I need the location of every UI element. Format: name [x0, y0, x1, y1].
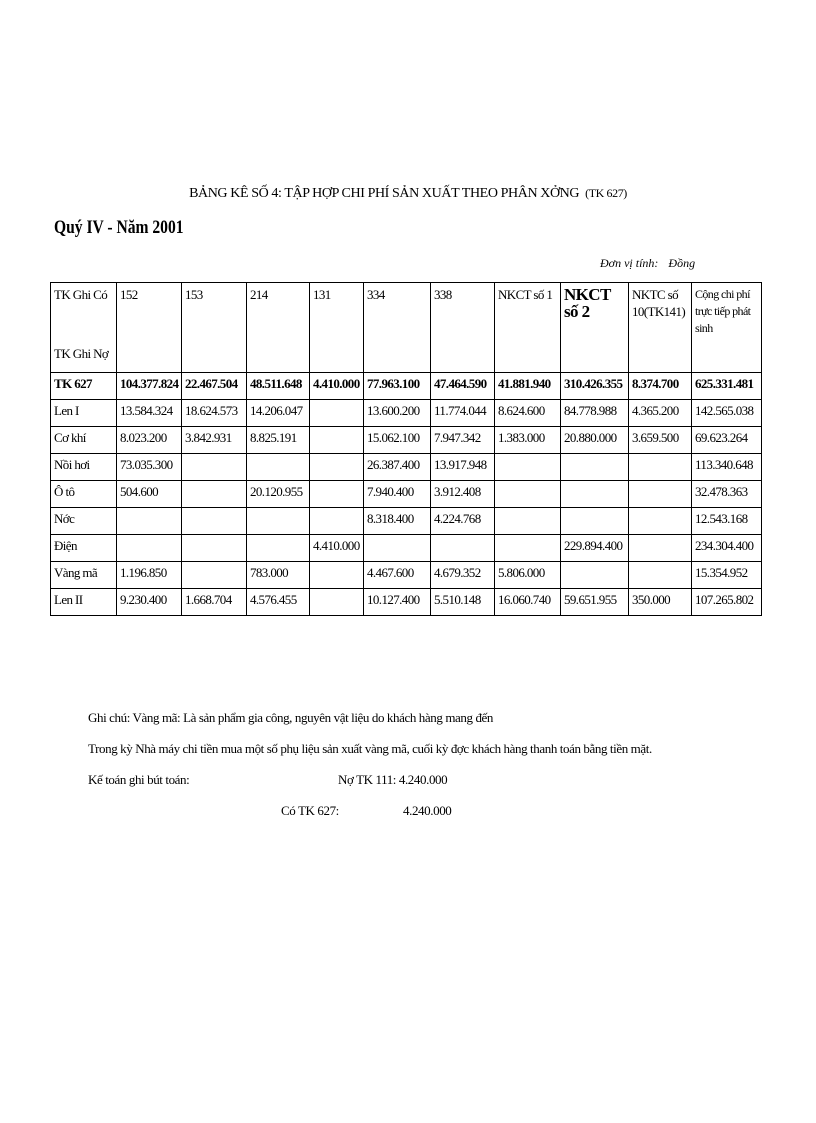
- column-header: NKCT số 1: [495, 283, 561, 373]
- table-cell: 13.600.200: [364, 400, 431, 427]
- table-cell: 1.383.000: [495, 427, 561, 454]
- table-cell: 69.623.264: [692, 427, 762, 454]
- table-cell: 3.842.931: [182, 427, 247, 454]
- table-cell: 20.880.000: [561, 427, 629, 454]
- table-cell: 310.426.355: [561, 373, 629, 400]
- table-row: [51, 589, 762, 616]
- table-cell: [117, 535, 182, 562]
- row-label: Nồi hơi: [51, 454, 117, 481]
- table-cell: 3.912.408: [431, 481, 495, 508]
- table-cell: 16.060.740: [495, 589, 561, 616]
- table-cell: [310, 481, 364, 508]
- table-cell: 7.940.400: [364, 481, 431, 508]
- table-cell: 12.543.168: [692, 508, 762, 535]
- table-cell: [247, 508, 310, 535]
- table-cell: 104.377.824: [117, 373, 182, 400]
- table-cell: [247, 454, 310, 481]
- table-cell: 8.318.400: [364, 508, 431, 535]
- table-row: [51, 400, 762, 427]
- table-cell: [561, 562, 629, 589]
- column-header: Cộng chi phí trực tiếp phát sinh: [692, 283, 762, 373]
- table-cell: 26.387.400: [364, 454, 431, 481]
- table-cell: [182, 508, 247, 535]
- table-cell: 15.062.100: [364, 427, 431, 454]
- table-cell: 13.584.324: [117, 400, 182, 427]
- row-label: Cơ khí: [51, 427, 117, 454]
- table-cell: 234.304.400: [692, 535, 762, 562]
- table-cell: 107.265.802: [692, 589, 762, 616]
- table-cell: 142.565.038: [692, 400, 762, 427]
- column-header: 152: [117, 283, 182, 373]
- column-header: 334: [364, 283, 431, 373]
- table-cell: [364, 535, 431, 562]
- unit-of-measure: [600, 256, 695, 271]
- table-cell: [561, 454, 629, 481]
- table-cell: [629, 535, 692, 562]
- table-row: [51, 373, 762, 400]
- table-cell: [182, 562, 247, 589]
- table-cell: 4.365.200: [629, 400, 692, 427]
- table-cell: 7.947.342: [431, 427, 495, 454]
- row-label: TK 627: [51, 373, 117, 400]
- table-cell: 10.127.400: [364, 589, 431, 616]
- unit-value: Đồng: [668, 256, 696, 270]
- table-cell: 41.881.940: [495, 373, 561, 400]
- table-cell: 8.825.191: [247, 427, 310, 454]
- table-cell: [629, 481, 692, 508]
- row-label: Vàng mã: [51, 562, 117, 589]
- debit-account-label: TK Ghi Nợ: [54, 346, 109, 361]
- table-cell: [431, 535, 495, 562]
- table-cell: [629, 562, 692, 589]
- row-label: Len I: [51, 400, 117, 427]
- table-cell: [310, 589, 364, 616]
- period-heading: Quý IV - Năm 2001: [54, 217, 184, 238]
- table-cell: 32.478.363: [692, 481, 762, 508]
- table-cell: 9.230.400: [117, 589, 182, 616]
- table-cell: [495, 508, 561, 535]
- table-cell: 59.651.955: [561, 589, 629, 616]
- title-text: BẢNG KÊ SỐ 4: TẬP HỢP CHI PHÍ SẢN XUẤT THEO PHÂN XỞNG: [189, 186, 580, 201]
- table-row: [51, 535, 762, 562]
- column-header: 338: [431, 283, 495, 373]
- table-cell: 20.120.955: [247, 481, 310, 508]
- table-cell: 8.624.600: [495, 400, 561, 427]
- table-cell: 4.224.768: [431, 508, 495, 535]
- table-cell: [495, 535, 561, 562]
- cost-summary-table: [50, 282, 762, 616]
- table-cell: [310, 562, 364, 589]
- row-label: Len II: [51, 589, 117, 616]
- document-title: [0, 186, 816, 202]
- table-cell: 4.467.600: [364, 562, 431, 589]
- table-cell: 4.576.455: [247, 589, 310, 616]
- row-label: Ô tô: [51, 481, 117, 508]
- note-line: Trong kỳ Nhà máy chi tiền mua một số phụ liệu sản xuất vàng mã, cuối kỳ đợc khách hàng thanh toán bằng tiền mặt.: [88, 741, 652, 756]
- table-cell: 8.023.200: [117, 427, 182, 454]
- table-cell: [629, 454, 692, 481]
- table-cell: [561, 508, 629, 535]
- table-cell: 113.340.648: [692, 454, 762, 481]
- table-cell: 3.659.500: [629, 427, 692, 454]
- table-cell: 47.464.590: [431, 373, 495, 400]
- table-cell: [182, 481, 247, 508]
- table-cell: 13.917.948: [431, 454, 495, 481]
- column-header: 131: [310, 283, 364, 373]
- table-row: [51, 508, 762, 535]
- accounting-entry-label: Kế toán ghi bút toán:: [88, 772, 190, 787]
- table-cell: 15.354.952: [692, 562, 762, 589]
- table-cell: 84.778.988: [561, 400, 629, 427]
- title-account: (TK 627): [585, 186, 627, 200]
- table-header-row: [51, 283, 762, 373]
- table-cell: 4.410.000: [310, 535, 364, 562]
- table-cell: 4.410.000: [310, 373, 364, 400]
- table-cell: [247, 535, 310, 562]
- unit-label: Đơn vị tính:: [600, 256, 659, 270]
- table-row: [51, 427, 762, 454]
- table-cell: 73.035.300: [117, 454, 182, 481]
- table-cell: 5.806.000: [495, 562, 561, 589]
- table-row: [51, 481, 762, 508]
- table-row: [51, 562, 762, 589]
- table-cell: [629, 508, 692, 535]
- table-cell: [310, 454, 364, 481]
- table-cell: 22.467.504: [182, 373, 247, 400]
- table-row: [51, 454, 762, 481]
- row-label: Điện: [51, 535, 117, 562]
- table-cell: 4.679.352: [431, 562, 495, 589]
- table-cell: 783.000: [247, 562, 310, 589]
- table-body: [51, 373, 762, 616]
- table-cell: 14.206.047: [247, 400, 310, 427]
- table-cell: 1.196.850: [117, 562, 182, 589]
- table-cell: 625.331.481: [692, 373, 762, 400]
- table-cell: [182, 535, 247, 562]
- table-cell: [182, 454, 247, 481]
- table-cell: [561, 481, 629, 508]
- row-label: Nớc: [51, 508, 117, 535]
- credit-account-label: TK Ghi Có: [54, 287, 108, 302]
- table-cell: 11.774.044: [431, 400, 495, 427]
- credit-entry-label: Có TK 627:: [281, 803, 339, 818]
- credit-entry-amount: 4.240.000: [403, 803, 452, 818]
- debit-entry: Nợ TK 111: 4.240.000: [338, 772, 448, 787]
- table-cell: 229.894.400: [561, 535, 629, 562]
- table-cell: 8.374.700: [629, 373, 692, 400]
- notes-section: [88, 702, 652, 818]
- column-header: 153: [182, 283, 247, 373]
- table-cell: [310, 427, 364, 454]
- header-corner-cell: [51, 283, 117, 373]
- table-cell: [310, 508, 364, 535]
- column-header: 214: [247, 283, 310, 373]
- note-line: Ghi chú: Vàng mã: Là sản phẩm gia công, nguyên vật liệu do khách hàng mang đến: [88, 710, 494, 725]
- table-cell: 48.511.648: [247, 373, 310, 400]
- column-header: NKCT số 2: [561, 283, 629, 373]
- table-cell: [117, 508, 182, 535]
- column-header: NKTC số 10(TK141): [629, 283, 692, 373]
- table-cell: 1.668.704: [182, 589, 247, 616]
- table-cell: 504.600: [117, 481, 182, 508]
- table-cell: 18.624.573: [182, 400, 247, 427]
- table-cell: 350.000: [629, 589, 692, 616]
- table-cell: 77.963.100: [364, 373, 431, 400]
- table-cell: 5.510.148: [431, 589, 495, 616]
- table-cell: [495, 454, 561, 481]
- table-cell: [495, 481, 561, 508]
- table-cell: [310, 400, 364, 427]
